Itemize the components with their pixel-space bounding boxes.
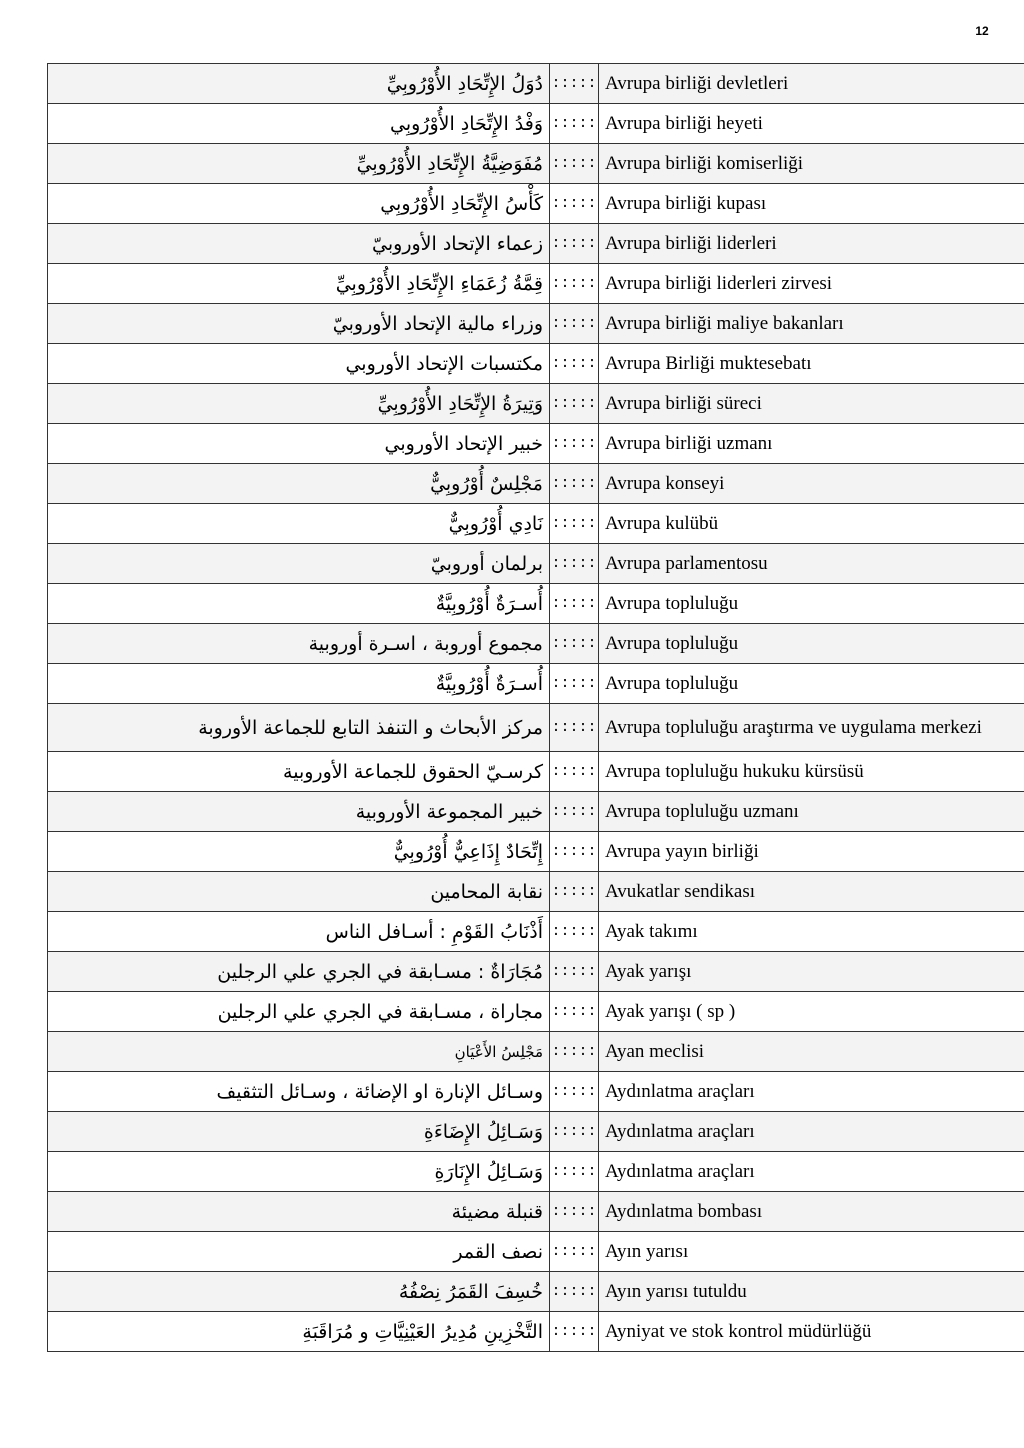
arabic-term: مكتسبات الإتحاد الأوروبي <box>48 344 550 384</box>
turkish-term: Avrupa birliği kupası <box>599 184 1024 224</box>
separator: ::::: <box>550 144 599 184</box>
separator: ::::: <box>550 1072 599 1112</box>
arabic-term: خبير الإتحاد الأوروبي <box>48 424 550 464</box>
arabic-term: أُسـرَةٌ أُوْرُوبِيَّةٌ <box>48 664 550 704</box>
turkish-term: Avukatlar sendikası <box>599 872 1024 912</box>
turkish-term: Ayak yarışı <box>599 952 1024 992</box>
dictionary-row <box>48 752 1024 792</box>
separator: ::::: <box>550 752 599 792</box>
dictionary-row <box>48 704 1024 752</box>
arabic-term: مَجْلِسُ الأَعْيَانِ <box>48 1032 550 1072</box>
dictionary-row <box>48 184 1024 224</box>
arabic-term: وَفْدُ الإِتِّحَادِ الأُوْرُوبِي <box>48 104 550 144</box>
arabic-term: برلمان أوروبيّ <box>48 544 550 584</box>
separator: ::::: <box>550 424 599 464</box>
arabic-term: كَأْسُ الإِتِّحَادِ الأُوْرُوبِي <box>48 184 550 224</box>
separator: ::::: <box>550 792 599 832</box>
turkish-term: Avrupa topluluğu <box>599 624 1024 664</box>
dictionary-row <box>48 264 1024 304</box>
turkish-term: Avrupa parlamentosu <box>599 544 1024 584</box>
separator: ::::: <box>550 832 599 872</box>
arabic-term: مجموع أوروبة ، اسـرة أوروبية <box>48 624 550 664</box>
dictionary-row <box>48 1232 1024 1272</box>
dictionary-row <box>48 224 1024 264</box>
dictionary-row <box>48 544 1024 584</box>
turkish-term: Ayan meclisi <box>599 1032 1024 1072</box>
dictionary-row <box>48 424 1024 464</box>
turkish-term: Ayniyat ve stok kontrol müdürlüğü <box>599 1312 1024 1352</box>
separator: ::::: <box>550 1032 599 1072</box>
dictionary-row <box>48 872 1024 912</box>
arabic-term: مُفَوَضِيَّةُ الإِتِّحَادِ الأُوْرُوبِيِّ <box>48 144 550 184</box>
arabic-term: مجاراة ، مسـابقة في الجري علي الرجلين <box>48 992 550 1032</box>
dictionary-row <box>48 304 1024 344</box>
arabic-term: كرسـيّ الحقوق للجماعة الأوروبية <box>48 752 550 792</box>
arabic-term: قنبلة مضيئة <box>48 1192 550 1232</box>
dictionary-row <box>48 104 1024 144</box>
turkish-term: Aydınlatma araçları <box>599 1152 1024 1192</box>
turkish-term: Ayak yarışı ( sp ) <box>599 992 1024 1032</box>
turkish-term: Avrupa topluluğu hukuku kürsüsü <box>599 752 1024 792</box>
turkish-term: Ayak takımı <box>599 912 1024 952</box>
dictionary-row <box>48 1112 1024 1152</box>
arabic-term: أَذْنَابُ القَوْمِ : أسـافل الناس <box>48 912 550 952</box>
turkish-term: Avrupa topluluğu <box>599 664 1024 704</box>
separator: ::::: <box>550 664 599 704</box>
turkish-term: Avrupa birliği uzmanı <box>599 424 1024 464</box>
arabic-term: زعماء الإتحاد الأوروبيّ <box>48 224 550 264</box>
turkish-term: Ayın yarısı <box>599 1232 1024 1272</box>
separator: ::::: <box>550 264 599 304</box>
separator: ::::: <box>550 104 599 144</box>
turkish-term: Aydınlatma araçları <box>599 1112 1024 1152</box>
arabic-term: مركز الأبحاث و التنفذ التابع للجماعة الأوروبة <box>48 704 550 752</box>
separator: ::::: <box>550 1232 599 1272</box>
turkish-term: Avrupa birliği devletleri <box>599 64 1024 104</box>
arabic-term: مَجْلِسٌ أُوْرُوبِيٌّ <box>48 464 550 504</box>
dictionary-row <box>48 952 1024 992</box>
dictionary-body <box>48 64 1024 1352</box>
dictionary-row <box>48 1312 1024 1352</box>
arabic-term: مُجَارَاةٌ : مسـابقة في الجري علي الرجلين <box>48 952 550 992</box>
dictionary-row <box>48 384 1024 424</box>
turkish-term: Aydınlatma bombası <box>599 1192 1024 1232</box>
separator: ::::: <box>550 1312 599 1352</box>
separator: ::::: <box>550 304 599 344</box>
arabic-term: التَّخْزِينِ مُدِيرُ العَيْنِيَّاتِ و مُرَاقَبَةِ <box>48 1312 550 1352</box>
separator: ::::: <box>550 384 599 424</box>
dictionary-row <box>48 144 1024 184</box>
separator: ::::: <box>550 952 599 992</box>
separator: ::::: <box>550 64 599 104</box>
separator: ::::: <box>550 1272 599 1312</box>
arabic-term: دُوَلُ الإِتِّحَادِ الأُوْرُوبِيِّ <box>48 64 550 104</box>
separator: ::::: <box>550 624 599 664</box>
arabic-term: نصف القمر <box>48 1232 550 1272</box>
arabic-term: أُسـرَةٌ أُوْرُوبِيَّةٌ <box>48 584 550 624</box>
turkish-term: Avrupa yayın birliği <box>599 832 1024 872</box>
turkish-term: Avrupa topluluğu <box>599 584 1024 624</box>
separator: ::::: <box>550 224 599 264</box>
page-number: 12 <box>975 24 989 38</box>
dictionary-row <box>48 1192 1024 1232</box>
dictionary-row <box>48 792 1024 832</box>
dictionary-row <box>48 504 1024 544</box>
turkish-term: Ayın yarısı tutuldu <box>599 1272 1024 1312</box>
arabic-term: نَادِي أُوْرُوبِيٌّ <box>48 504 550 544</box>
dictionary-row <box>48 624 1024 664</box>
separator: ::::: <box>550 544 599 584</box>
turkish-term: Avrupa birliği komiserliği <box>599 144 1024 184</box>
arabic-term: وزراء مالية الإتحاد الأوروبيّ <box>48 304 550 344</box>
arabic-term: وَسَـائِلُ الإِنَارَةِ <box>48 1152 550 1192</box>
separator: ::::: <box>550 992 599 1032</box>
turkish-term: Avrupa konseyi <box>599 464 1024 504</box>
dictionary-row <box>48 344 1024 384</box>
turkish-term: Avrupa birliği liderleri <box>599 224 1024 264</box>
turkish-term: Avrupa birliği maliye bakanları <box>599 304 1024 344</box>
dictionary-row <box>48 1032 1024 1072</box>
separator: ::::: <box>550 912 599 952</box>
turkish-term: Avrupa Birliği muktesebatı <box>599 344 1024 384</box>
separator: ::::: <box>550 1152 599 1192</box>
dictionary-row <box>48 464 1024 504</box>
turkish-term: Avrupa birliği liderleri zirvesi <box>599 264 1024 304</box>
turkish-term: Avrupa birliği süreci <box>599 384 1024 424</box>
separator: ::::: <box>550 872 599 912</box>
turkish-term: Avrupa kulübü <box>599 504 1024 544</box>
turkish-term: Aydınlatma araçları <box>599 1072 1024 1112</box>
arabic-term: وَسَـائِلُ الإِضَاءَةِ <box>48 1112 550 1152</box>
separator: ::::: <box>550 344 599 384</box>
separator: ::::: <box>550 1192 599 1232</box>
turkish-term: Avrupa topluluğu uzmanı <box>599 792 1024 832</box>
arabic-term: خبير المجموعة الأوروبية <box>48 792 550 832</box>
arabic-term: وسـائل الإنارة او الإضائة ، وسـائل التثقيف <box>48 1072 550 1112</box>
dictionary-row <box>48 1272 1024 1312</box>
dictionary-row <box>48 832 1024 872</box>
dictionary-row <box>48 1152 1024 1192</box>
dictionary-row <box>48 64 1024 104</box>
separator: ::::: <box>550 1112 599 1152</box>
separator: ::::: <box>550 704 599 752</box>
separator: ::::: <box>550 184 599 224</box>
arabic-term: قِمَّةُ زُعَمَاءِ الإِتِّحَادِ الأُوْرُوبِيِّ <box>48 264 550 304</box>
separator: ::::: <box>550 504 599 544</box>
dictionary-row <box>48 912 1024 952</box>
dictionary-row <box>48 584 1024 624</box>
arabic-term: إِتِّحَادٌ إِذَاعِيٌّ أُوْرُوبِيٌّ <box>48 832 550 872</box>
dictionary-row <box>48 1072 1024 1112</box>
separator: ::::: <box>550 584 599 624</box>
dictionary-row <box>48 664 1024 704</box>
dictionary-row <box>48 992 1024 1032</box>
arabic-term: خُسِفَ القَمَرُ نِصْفُهُ <box>48 1272 550 1312</box>
dictionary-table <box>47 63 1024 1352</box>
arabic-term: نقابة المحامين <box>48 872 550 912</box>
arabic-term: وَتِيرَةُ الإِتِّحَادِ الأُوْرُوبِيِّ <box>48 384 550 424</box>
separator: ::::: <box>550 464 599 504</box>
turkish-term: Avrupa birliği heyeti <box>599 104 1024 144</box>
turkish-term: Avrupa topluluğu araştırma ve uygulama merkezi <box>599 704 1024 752</box>
